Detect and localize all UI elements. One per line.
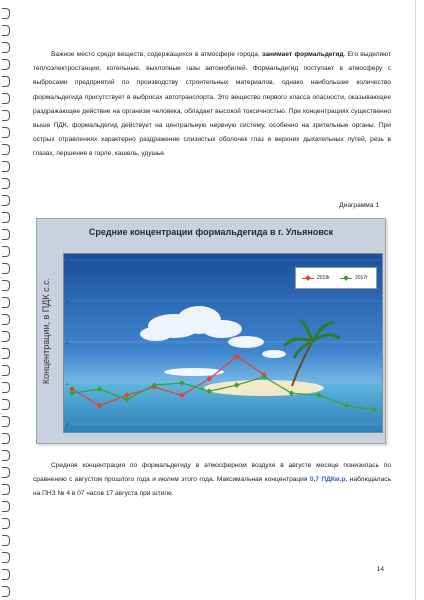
paragraph-summary-highlight: 0,7 ПДКм.р. xyxy=(309,476,348,484)
binding-ring xyxy=(2,569,10,580)
binding-ring xyxy=(2,484,10,495)
binding-ring xyxy=(2,212,10,223)
binding-ring xyxy=(2,467,10,478)
binding-ring xyxy=(2,348,10,359)
chart-legend xyxy=(295,267,377,289)
binding-ring xyxy=(2,297,10,308)
paragraph-intro-text-2: . Его выделяют теплоэлектростанции, котельные, выхлопные газы автомобилей. Формальдегид поступает в атмосферу с выбросами предприятий по производству строительных материалов, однако наибольшее количество формальдегида присутствует в выбросах автотранспорта. Это вещество первого класса опасности, оказывающее раздражающее действие на организм человека, обладает высокой токсичностью. При концентрациях существенно выше ПДК, формальдегид действует на центральную нервную систему, особенно на зрительные органы. При острых отравлениях характерно раздражение слизистых оболочек глаз и верхних дыхательных путей, резь в глазах, першение в горле, кашель, удушье. xyxy=(33,51,391,158)
binding-ring xyxy=(2,8,10,19)
legend-item-2018 xyxy=(302,275,330,281)
chart-y-axis-label xyxy=(39,219,53,443)
binding-ring xyxy=(2,42,10,53)
legend-label-2018: 2018г xyxy=(317,275,330,281)
binding-ring xyxy=(2,161,10,172)
paragraph-summary-text-2: наблюдалась на ПНЗ № 4 в 07 часов 17 августа при штиле. xyxy=(33,476,392,498)
binding-ring xyxy=(2,501,10,512)
page-number: 14 xyxy=(376,566,384,573)
binding-ring xyxy=(2,331,10,342)
diagram-caption: Диаграмма 1 xyxy=(339,202,379,209)
binding-ring xyxy=(2,416,10,427)
binding-ring xyxy=(2,246,10,257)
binding-ring xyxy=(2,144,10,155)
paragraph-intro xyxy=(33,48,391,162)
legend-swatch-2017 xyxy=(340,278,352,279)
binding-ring xyxy=(2,314,10,325)
binding-ring xyxy=(2,535,10,546)
paragraph-intro-text-1: Важное место среди веществ, содержащихся в атмосфере города, xyxy=(51,51,262,58)
chart-title: Средние концентрации формальдегида в г. Ульяновск xyxy=(88,227,334,237)
binding-ring xyxy=(2,382,10,393)
chart-y-axis-label-text: Концентрации, в ПДК с.с. xyxy=(41,277,51,385)
binding-ring xyxy=(2,518,10,529)
y-tick-label: 1 xyxy=(66,381,69,386)
paragraph-intro-bold: занимает формальдегид xyxy=(262,51,344,58)
binding-ring xyxy=(2,552,10,563)
legend-swatch-2018 xyxy=(302,278,314,279)
binding-ring xyxy=(2,127,10,138)
binding-ring xyxy=(2,229,10,240)
paragraph-summary xyxy=(33,459,391,502)
binding-ring xyxy=(2,586,10,597)
legend-label-2017: 2017г xyxy=(355,275,368,281)
y-tick-label: 4 xyxy=(66,258,69,263)
binding-ring xyxy=(2,76,10,87)
binding-ring xyxy=(2,110,10,121)
binding-ring xyxy=(2,433,10,444)
chart-frame xyxy=(36,218,386,444)
paragraph-summary-text-1: Средняя концентрация по формальдегиду в атмосферном воздухе в августе месяце понизилась по сравнению с августом прошлого года и июлем этого года. Максимальная концентрация xyxy=(33,462,391,484)
binding-ring xyxy=(2,178,10,189)
y-tick-label: 3 xyxy=(66,299,69,304)
binding-ring xyxy=(2,195,10,206)
binding-ring xyxy=(2,93,10,104)
binding-ring xyxy=(2,280,10,291)
binding-ring xyxy=(2,263,10,274)
binding-ring xyxy=(2,59,10,70)
y-tick-label: 2 xyxy=(66,340,69,345)
binding-ring xyxy=(2,365,10,376)
y-tick-label: 0 xyxy=(66,422,69,427)
binding-ring xyxy=(2,399,10,410)
spiral-binding xyxy=(0,0,12,600)
page-edge xyxy=(415,0,416,600)
binding-ring xyxy=(2,25,10,36)
legend-item-2017 xyxy=(340,275,368,281)
binding-ring xyxy=(2,450,10,461)
